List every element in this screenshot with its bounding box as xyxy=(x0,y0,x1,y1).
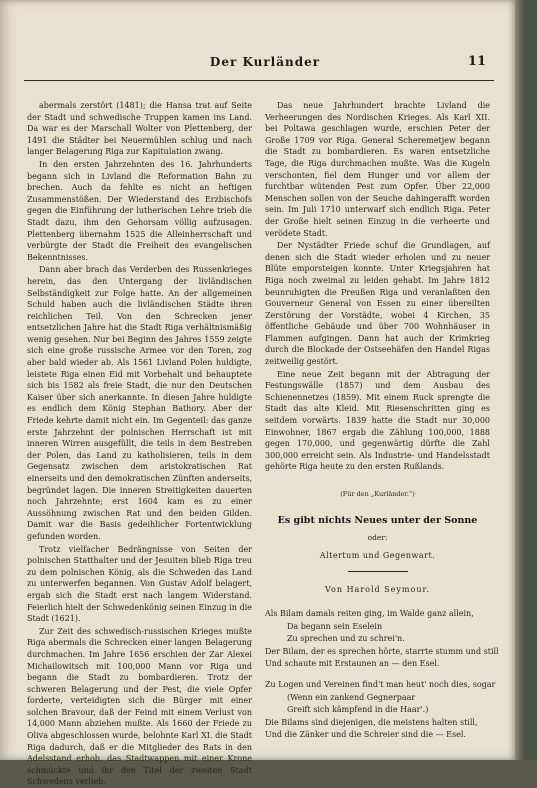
poem-subtitle: Altertum und Gegenwart. xyxy=(319,550,436,560)
poem xyxy=(265,608,499,742)
poem-line: Greift sich kämpfend in die Haar'.) xyxy=(287,705,429,715)
source-note: (Für den „Kurländer.“) xyxy=(340,490,415,498)
running-title: Der Kurländer xyxy=(209,55,321,69)
poem-line: Als Bilam damals reiten ging, im Walde ganz allein, xyxy=(265,608,474,618)
header-rule xyxy=(24,80,494,81)
right-column xyxy=(265,100,499,742)
paragraph: abermals zerstört (1481); die Hansa trat auf Seite der Stadt und schwedische Truppen kamen ins Land. Da war es der Marschall Wolter von Plettenberg, der 1491 die Städter bei Neuermühlen schlug und nach langer Belagerung Riga zur Kapitulation zwang. xyxy=(27,101,252,157)
page-number: 11 xyxy=(467,54,486,69)
poem-line: Die Bilams sind diejenigen, die meistens halten still, xyxy=(265,717,478,727)
paragraph: In den ersten Jahrzehnten des 16. Jahrhunderts begann sich in Livland die Reformation Bahn zu brechen. Auch da fehlte es nicht an heftigen Zusammenstößen. Der Wiederstand des Erzbischofs gegen die Einführung der lutherischen Lehre trieb die Stadt dazu, ihm den Gehorsam völlig aufzusagen. Plettenberg übernahm 1525 die Alleinherrschaft und verbürgte der Stadt die Freiheit des evangelischen Bekenntnisses. xyxy=(27,159,252,262)
poem-author: Von Harold Seymour. xyxy=(325,585,430,595)
paragraph: Eine neue Zeit begann mit der Abtragung der Festungswälle (1857) und dem Ausbau des Schienennetzes (1859). Mit einem Ruck sprengte die Stadt das alte Kleid. Mit Riesenschritten ging es seitdem vorwärts. 1839 hatte die Stadt nur 30,000 Einwohner, 1867 ergab die Zählung 100,000, 1888 gegen 170,000, und gegenwärtig dürfte die Zahl 300,000 erreicht sein. Als Industrie- und Handelsstadt gehörte Riga heute zu den ersten Rußlands. xyxy=(265,369,490,472)
poem-line: Zu sprechen und zu schrei'n. xyxy=(287,634,405,644)
poem-line: Und die Zänker und die Schreier sind die — Esel. xyxy=(265,730,466,740)
poem-line: Zu Logen und Vereinen find't man heut' noch dies, sogar xyxy=(265,679,496,689)
poem-or: oder: xyxy=(367,533,388,543)
poem-title: Es gibt nichts Neues unter der Sonne xyxy=(277,514,478,526)
divider xyxy=(348,571,408,572)
page-edge xyxy=(515,0,537,760)
poem-line: (Wenn ein zankend Gegnerpaar xyxy=(287,692,416,702)
paragraph: Trotz vielfacher Bedrängnisse von Seiten der polnischen Statthalter und der Jesuiten blieb Riga treu zu dem polnischen König, als die Schweden das Land zu unterwerfen begannen. Von Gustav Adolf belagert, ergab sich die Stadt erst nach langem Widerstand. Feierlich hielt der Schwedenkönig seinen Einzug in die Stadt (1621). xyxy=(27,544,252,624)
left-column xyxy=(27,100,252,788)
paragraph: Dann aber brach das Verderben des Russenkrieges herein, das den Untergang der livländischen Selbständigkeit zur Folge hatte. An der allgemeinen Schuld haben auch die livländischen Städte ihren reichlichen Teil. Von den Schrecken jener entsetzlichen Jahre hat die Stadt Riga verhältnismäßig wenig gesehen. Nur bei Beginn des Jahres 1559 zeigte sich eine große russische Armee vor den Toren, zog aber bald wieder ab. Als 1561 Livland Polen huldigte, leistete Riga einen Eid mit Vorbehalt und behauptete sich bis 1582 als freie Stadt, die nur den Deutschen Kaiser über sich anerkannte. In diesen Jahre huldigte es endlich dem König Stephan Bathory. Aber der Friede kehrte damit nicht ein. Im Gegenteil: das ganze erste Jahrzehnt der polnischen Herrschaft ist mit inneren Wirren ausgefüllt, die teils in dem Bestreben der Polen, das Land zu katholisieren, teils in dem Gegensatz zwischen dem aristokratischen Rat einerseits und den demokratischen Zünften anderseits, begründet lagen. Die inneren Streitigkeiten dauerten noch Jahrzehnte; erst 1604 kam es zu einer Aussöhnung zwischen Rat und den beiden Gilden. Damit war die Basis gedeihlicher Fortentwicklung gefunden worden. xyxy=(27,265,252,541)
page-header xyxy=(30,55,500,77)
poem-line: Und schaute mit Erstaunen an — den Esel. xyxy=(265,659,440,669)
paragraph: Zur Zeit des schwedisch-russischen Krieges mußte Riga abermals die Schrecken einer langen Belagerung durchmachen. Im Jahre 1656 erschien der Zar Alexei Michailowitsch mit 100,000 Mann vor Riga und begann die Stadt zu bombardieren. Trotz der schweren Belagerung und der Pest, die viele Opfer forderte, verteidigten sich die Bürger mit einer solchen Bravour, daß der Feind mit einem Verlust von 14,000 Mann abziehen mußte. Als 1660 der Friede zu Oliva abgeschlossen wurde, belohnte Karl XI. die Stadt Riga dadurch, daß er die Mitglieder des Rats in den Adelsstand erhob, das Stadtwappen mit einer Krone schmückte und ihr den Titel der zweiten Stadt Schwedens verlieh. xyxy=(27,626,252,787)
stanza-gap xyxy=(265,671,490,679)
poem-line: Der Bilam, der es sprechen hörte, starrte stumm und still xyxy=(265,646,499,656)
paragraph: Das neue Jahrhundert brachte Livland die Verheerungen des Nordischen Krieges. Als Karl XII. bei Poltawa geschlagen wurde, erschien Peter der Große 1709 vor Riga. General Scheremetjew begann die Stadt zu bombardieren. Es waren entsetzliche Tage, die Riga durchmachen mußte. Was die Kugeln verschonten, fiel dem Hunger und vor allem der furchtbar wütenden Pest zum Opfer. Über 22,000 Menschen sollen von der Seuche dahingerafft worden sein. Im Juli 1710 unterwarf sich endlich Riga. Peter der Große hielt seinen Einzug in die verheerte und verödete Stadt. xyxy=(265,101,490,238)
poem-line: Da begann sein Eselein xyxy=(287,621,383,631)
paragraph: Der Nystädter Friede schuf die Grundlagen, auf denen sich die Stadt wieder erholen und zu neuer Blüte emporsteigen konnte. Unter Kriegsjahren hat Riga noch zweimal zu leiden gehabt. Im Jahre 1812 beunruhigten die Preußen Riga und veranlaßten den Gouverneur General von Essen zu einer übereilten Zerstörung der Vorstädte, wobei 4 Kirchen, 35 öffentliche Gebäude und über 700 Wohnhäuser in Flammen aufgingen. Dann hat auch der Krimkrieg durch die Blockade der Ostseehäfen den Handel Rigas zeitweilig gestört. xyxy=(265,241,490,367)
